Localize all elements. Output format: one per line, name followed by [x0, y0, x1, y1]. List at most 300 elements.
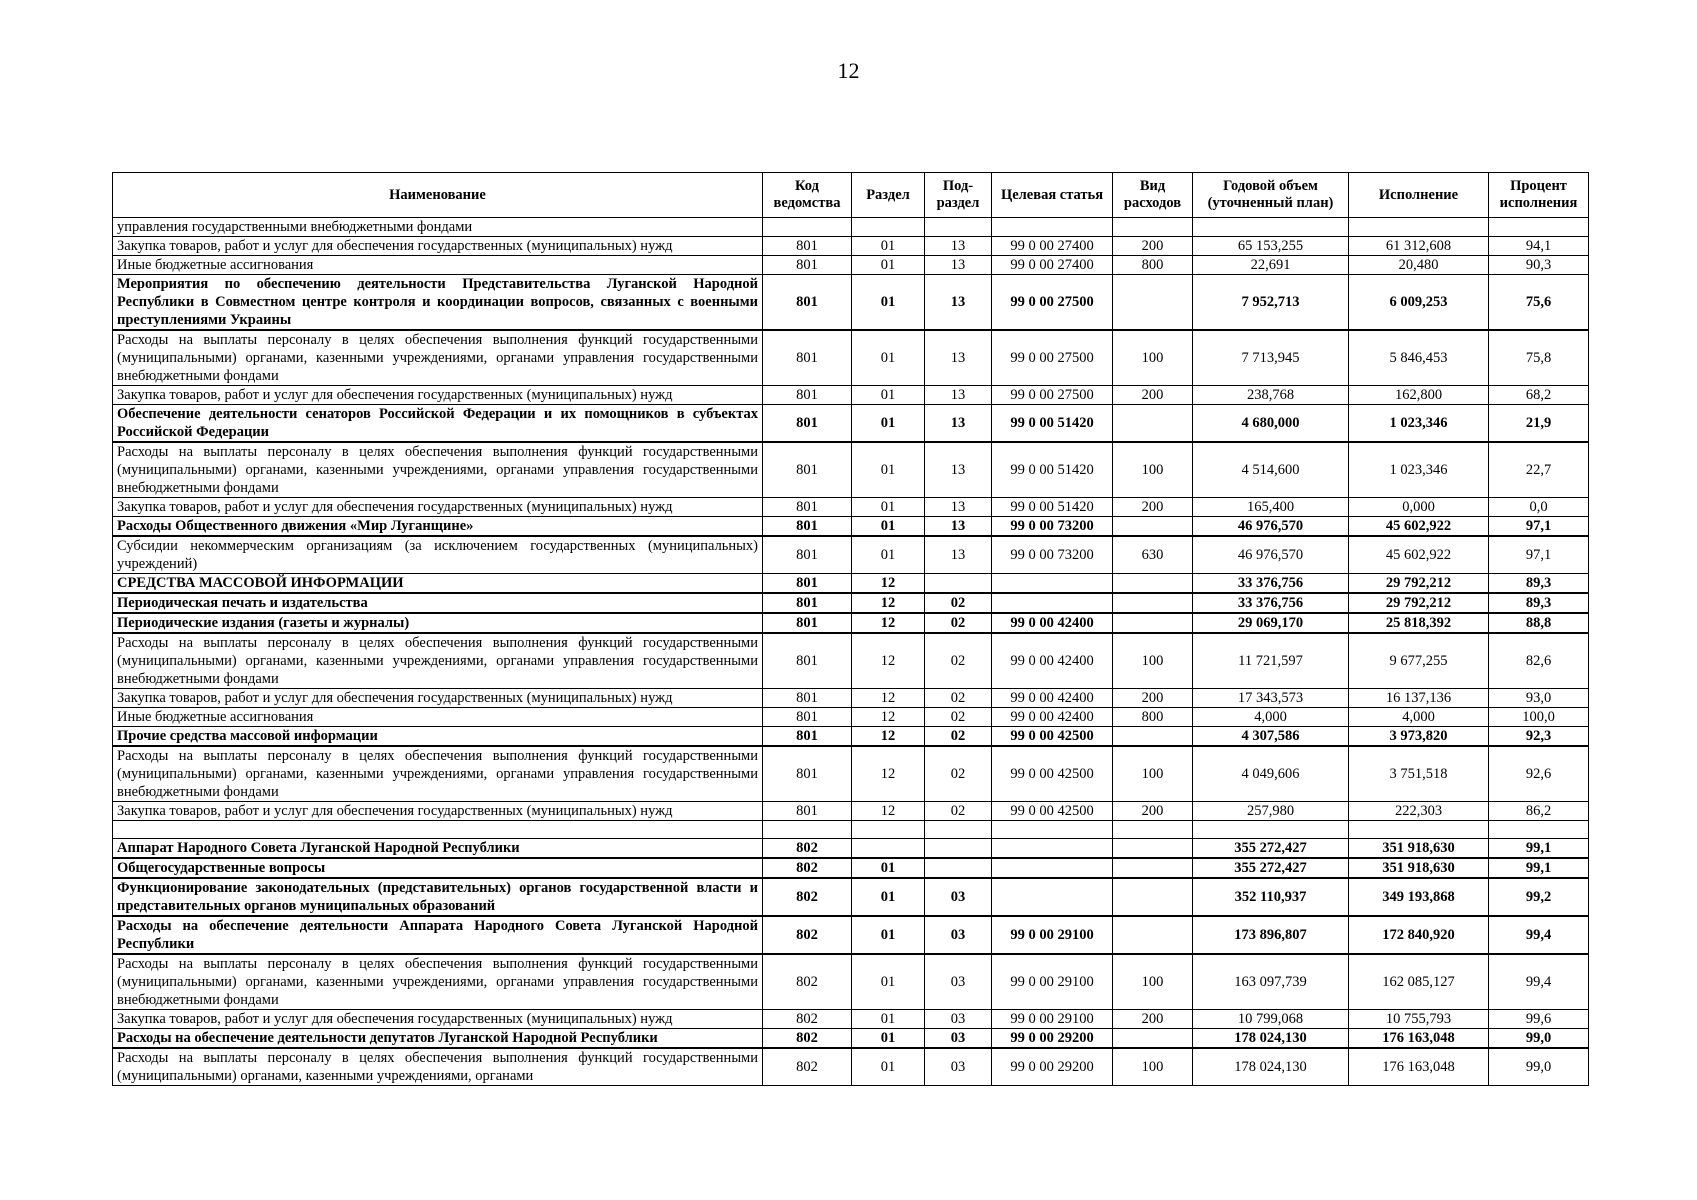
- row-article: 99 0 00 27400: [992, 237, 1113, 256]
- header-exec: Исполнение: [1349, 173, 1489, 218]
- row-section: [852, 218, 925, 237]
- row-article: 99 0 00 73200: [992, 536, 1113, 574]
- table-row: [113, 498, 1589, 517]
- row-code: 801: [763, 405, 852, 443]
- row-type: [1113, 613, 1193, 633]
- row-article: [992, 858, 1113, 878]
- table-row: [113, 839, 1589, 859]
- row-exec: 45 602,922: [1349, 536, 1489, 574]
- row-exec: 9 677,255: [1349, 633, 1489, 689]
- row-article: 99 0 00 29100: [992, 954, 1113, 1010]
- row-code: 801: [763, 275, 852, 331]
- row-name: Расходы Общественного движения «Мир Луганщине»: [113, 517, 763, 537]
- row-subsection: 13: [925, 330, 992, 386]
- row-subsection: 13: [925, 237, 992, 256]
- row-name: управления государственными внебюджетными фондами: [113, 218, 763, 237]
- row-name: Закупка товаров, работ и услуг для обеспечения государственных (муниципальных) нужд: [113, 498, 763, 517]
- row-subsection: 03: [925, 1010, 992, 1029]
- row-pct: 99,0: [1489, 1048, 1589, 1086]
- row-code: 801: [763, 442, 852, 498]
- row-section: 01: [852, 1048, 925, 1086]
- header-type: Вид расходов: [1113, 173, 1193, 218]
- row-plan: 4 514,600: [1193, 442, 1349, 498]
- row-subsection: 13: [925, 442, 992, 498]
- header-plan: Годовой объем (уточненный план): [1193, 173, 1349, 218]
- row-article: [992, 218, 1113, 237]
- row-type: 200: [1113, 1010, 1193, 1029]
- row-code: 801: [763, 689, 852, 708]
- row-section: 12: [852, 593, 925, 613]
- row-article: [992, 821, 1113, 839]
- row-type: 800: [1113, 708, 1193, 727]
- row-type: [1113, 218, 1193, 237]
- table-row: [113, 954, 1589, 1010]
- table-row: [113, 821, 1589, 839]
- row-type: 100: [1113, 746, 1193, 802]
- row-plan: 10 799,068: [1193, 1010, 1349, 1029]
- row-name: Общегосударственные вопросы: [113, 858, 763, 878]
- row-name: Расходы на выплаты персоналу в целях обеспечения выполнения функций государственными (муниципальными) органами, казенными учреждениями, органами: [113, 1048, 763, 1086]
- row-plan: 4,000: [1193, 708, 1349, 727]
- row-section: 01: [852, 498, 925, 517]
- row-name: Прочие средства массовой информации: [113, 727, 763, 747]
- row-name: Расходы на выплаты персоналу в целях обеспечения выполнения функций государственными (муниципальными) органами, казенными учреждениями, органами управления государственными внебюджетными фондами: [113, 954, 763, 1010]
- row-exec: 45 602,922: [1349, 517, 1489, 537]
- row-article: 99 0 00 29200: [992, 1029, 1113, 1049]
- row-section: 12: [852, 746, 925, 802]
- row-exec: 3 973,820: [1349, 727, 1489, 747]
- row-subsection: 03: [925, 1048, 992, 1086]
- row-pct: 89,3: [1489, 574, 1589, 594]
- row-code: 802: [763, 1010, 852, 1029]
- row-section: 12: [852, 613, 925, 633]
- table-row: [113, 858, 1589, 878]
- row-section: 01: [852, 954, 925, 1010]
- row-name: Закупка товаров, работ и услуг для обеспечения государственных (муниципальных) нужд: [113, 237, 763, 256]
- row-article: 99 0 00 73200: [992, 517, 1113, 537]
- row-subsection: 13: [925, 256, 992, 275]
- row-type: [1113, 821, 1193, 839]
- row-type: [1113, 405, 1193, 443]
- row-type: 100: [1113, 442, 1193, 498]
- row-exec: 4,000: [1349, 708, 1489, 727]
- row-exec: 176 163,048: [1349, 1048, 1489, 1086]
- row-article: 99 0 00 27500: [992, 330, 1113, 386]
- row-code: [763, 821, 852, 839]
- row-plan: 11 721,597: [1193, 633, 1349, 689]
- row-type: [1113, 517, 1193, 537]
- row-type: [1113, 839, 1193, 859]
- row-section: 01: [852, 536, 925, 574]
- row-code: 802: [763, 1029, 852, 1049]
- table-row: [113, 916, 1589, 954]
- row-section: 01: [852, 256, 925, 275]
- row-subsection: 13: [925, 275, 992, 331]
- row-plan: 46 976,570: [1193, 536, 1349, 574]
- row-pct: 75,8: [1489, 330, 1589, 386]
- header-subsection: Под-раздел: [925, 173, 992, 218]
- row-code: 802: [763, 1048, 852, 1086]
- row-code: 801: [763, 256, 852, 275]
- row-name: Расходы на выплаты персоналу в целях обеспечения выполнения функций государственными (муниципальными) органами, казенными учреждениями, органами управления государственными внебюджетными фондами: [113, 330, 763, 386]
- row-name: Закупка товаров, работ и услуг для обеспечения государственных (муниципальных) нужд: [113, 1010, 763, 1029]
- row-code: 802: [763, 839, 852, 859]
- row-article: 99 0 00 42500: [992, 802, 1113, 821]
- row-code: 801: [763, 517, 852, 537]
- row-subsection: 13: [925, 386, 992, 405]
- row-name: [113, 821, 763, 839]
- row-type: 100: [1113, 330, 1193, 386]
- row-type: [1113, 574, 1193, 594]
- row-code: 802: [763, 916, 852, 954]
- row-subsection: [925, 821, 992, 839]
- row-plan: 17 343,573: [1193, 689, 1349, 708]
- row-exec: 61 312,608: [1349, 237, 1489, 256]
- row-section: 01: [852, 275, 925, 331]
- row-article: 99 0 00 29100: [992, 916, 1113, 954]
- row-code: 802: [763, 878, 852, 916]
- row-type: 100: [1113, 954, 1193, 1010]
- row-subsection: 13: [925, 536, 992, 574]
- row-article: [992, 574, 1113, 594]
- row-exec: 162 085,127: [1349, 954, 1489, 1010]
- table-header-row: [113, 173, 1589, 218]
- row-exec: 222,303: [1349, 802, 1489, 821]
- row-type: [1113, 858, 1193, 878]
- row-plan: 33 376,756: [1193, 574, 1349, 594]
- row-section: 01: [852, 405, 925, 443]
- row-section: 12: [852, 633, 925, 689]
- row-subsection: 03: [925, 878, 992, 916]
- row-pct: 21,9: [1489, 405, 1589, 443]
- row-pct: 90,3: [1489, 256, 1589, 275]
- row-pct: 82,6: [1489, 633, 1589, 689]
- row-section: 12: [852, 727, 925, 747]
- row-code: 802: [763, 858, 852, 878]
- table-row: [113, 574, 1589, 594]
- row-section: 01: [852, 237, 925, 256]
- row-plan: 257,980: [1193, 802, 1349, 821]
- row-type: [1113, 593, 1193, 613]
- row-plan: 4 049,606: [1193, 746, 1349, 802]
- row-pct: 75,6: [1489, 275, 1589, 331]
- header-name: Наименование: [113, 173, 763, 218]
- row-section: [852, 839, 925, 859]
- row-type: 200: [1113, 386, 1193, 405]
- row-article: [992, 839, 1113, 859]
- row-article: 99 0 00 51420: [992, 442, 1113, 498]
- row-type: 100: [1113, 633, 1193, 689]
- row-pct: 99,1: [1489, 839, 1589, 859]
- row-article: 99 0 00 42400: [992, 708, 1113, 727]
- row-plan: 22,691: [1193, 256, 1349, 275]
- row-subsection: 02: [925, 613, 992, 633]
- row-exec: 16 137,136: [1349, 689, 1489, 708]
- row-article: 99 0 00 29100: [992, 1010, 1113, 1029]
- table-row: [113, 878, 1589, 916]
- row-exec: 5 846,453: [1349, 330, 1489, 386]
- row-code: 801: [763, 386, 852, 405]
- row-name: Расходы на обеспечение деятельности Аппарата Народного Совета Луганской Народной Республики: [113, 916, 763, 954]
- row-exec: 351 918,630: [1349, 858, 1489, 878]
- table-row: [113, 593, 1589, 613]
- row-name: Расходы на выплаты персоналу в целях обеспечения выполнения функций государственными (муниципальными) органами, казенными учреждениями, органами управления государственными внебюджетными фондами: [113, 442, 763, 498]
- table-row: [113, 256, 1589, 275]
- row-article: 99 0 00 27500: [992, 275, 1113, 331]
- row-section: 12: [852, 574, 925, 594]
- row-subsection: 02: [925, 708, 992, 727]
- row-plan: 178 024,130: [1193, 1029, 1349, 1049]
- row-subsection: 02: [925, 727, 992, 747]
- row-pct: 88,8: [1489, 613, 1589, 633]
- row-subsection: [925, 839, 992, 859]
- row-article: 99 0 00 42500: [992, 727, 1113, 747]
- row-exec: 349 193,868: [1349, 878, 1489, 916]
- row-subsection: 03: [925, 1029, 992, 1049]
- row-code: 801: [763, 498, 852, 517]
- row-subsection: [925, 858, 992, 878]
- table-row: [113, 237, 1589, 256]
- table-row: [113, 442, 1589, 498]
- row-code: [763, 218, 852, 237]
- row-exec: 176 163,048: [1349, 1029, 1489, 1049]
- row-exec: 1 023,346: [1349, 405, 1489, 443]
- row-pct: [1489, 218, 1589, 237]
- row-name: Субсидии некоммерческим организациям (за исключением государственных (муниципальных) учреждений): [113, 536, 763, 574]
- row-code: 801: [763, 574, 852, 594]
- row-section: 01: [852, 1010, 925, 1029]
- row-pct: 92,6: [1489, 746, 1589, 802]
- row-plan: 65 153,255: [1193, 237, 1349, 256]
- row-plan: 163 097,739: [1193, 954, 1349, 1010]
- row-pct: 89,3: [1489, 593, 1589, 613]
- table-row: [113, 536, 1589, 574]
- row-subsection: 13: [925, 498, 992, 517]
- table-row: [113, 386, 1589, 405]
- row-article: 99 0 00 42400: [992, 689, 1113, 708]
- row-exec: [1349, 821, 1489, 839]
- row-name: Обеспечение деятельности сенаторов Российской Федерации и их помощников в субъектах Российской Федерации: [113, 405, 763, 443]
- table-row: [113, 1029, 1589, 1049]
- row-plan: 7 713,945: [1193, 330, 1349, 386]
- row-name: Иные бюджетные ассигнования: [113, 256, 763, 275]
- row-type: [1113, 275, 1193, 331]
- row-pct: 99,1: [1489, 858, 1589, 878]
- row-section: 12: [852, 802, 925, 821]
- row-exec: 0,000: [1349, 498, 1489, 517]
- row-exec: 172 840,920: [1349, 916, 1489, 954]
- row-type: 100: [1113, 1048, 1193, 1086]
- table-row: [113, 218, 1589, 237]
- row-code: 801: [763, 633, 852, 689]
- row-code: 801: [763, 708, 852, 727]
- row-exec: 6 009,253: [1349, 275, 1489, 331]
- row-subsection: [925, 218, 992, 237]
- row-type: [1113, 1029, 1193, 1049]
- row-code: 801: [763, 727, 852, 747]
- row-subsection: 03: [925, 954, 992, 1010]
- row-exec: 29 792,212: [1349, 593, 1489, 613]
- table-row: [113, 689, 1589, 708]
- row-exec: 1 023,346: [1349, 442, 1489, 498]
- row-exec: 162,800: [1349, 386, 1489, 405]
- row-article: [992, 878, 1113, 916]
- row-name: Мероприятия по обеспечению деятельности Представительства Луганской Народной Республики в Совместном центре контроля и координации вопросов, связанных с военными преступлениями Украины: [113, 275, 763, 331]
- row-section: 01: [852, 1029, 925, 1049]
- row-pct: 68,2: [1489, 386, 1589, 405]
- row-type: 200: [1113, 802, 1193, 821]
- row-type: 200: [1113, 237, 1193, 256]
- row-code: 802: [763, 954, 852, 1010]
- row-article: [992, 593, 1113, 613]
- row-subsection: 02: [925, 593, 992, 613]
- row-type: 200: [1113, 498, 1193, 517]
- row-plan: [1193, 218, 1349, 237]
- row-plan: 165,400: [1193, 498, 1349, 517]
- row-name: Аппарат Народного Совета Луганской Народной Республики: [113, 839, 763, 859]
- row-name: Периодические издания (газеты и журналы): [113, 613, 763, 633]
- row-exec: 10 755,793: [1349, 1010, 1489, 1029]
- row-subsection: 02: [925, 633, 992, 689]
- table-row: [113, 727, 1589, 747]
- row-name: Закупка товаров, работ и услуг для обеспечения государственных (муниципальных) нужд: [113, 689, 763, 708]
- row-type: 200: [1113, 689, 1193, 708]
- row-section: [852, 821, 925, 839]
- header-pct: Процент исполнения: [1489, 173, 1589, 218]
- row-subsection: [925, 574, 992, 594]
- row-exec: 20,480: [1349, 256, 1489, 275]
- row-type: [1113, 878, 1193, 916]
- row-pct: 0,0: [1489, 498, 1589, 517]
- row-name: Закупка товаров, работ и услуг для обеспечения государственных (муниципальных) нужд: [113, 802, 763, 821]
- row-code: 801: [763, 593, 852, 613]
- row-subsection: 13: [925, 405, 992, 443]
- row-pct: [1489, 821, 1589, 839]
- row-plan: 4 680,000: [1193, 405, 1349, 443]
- page-number: 12: [837, 58, 860, 83]
- row-section: 01: [852, 330, 925, 386]
- row-exec: 25 818,392: [1349, 613, 1489, 633]
- table-row: [113, 746, 1589, 802]
- table-row: [113, 802, 1589, 821]
- row-pct: 94,1: [1489, 237, 1589, 256]
- row-exec: 29 792,212: [1349, 574, 1489, 594]
- row-pct: 99,4: [1489, 954, 1589, 1010]
- header-article: Целевая статья: [992, 173, 1113, 218]
- table-row: [113, 330, 1589, 386]
- row-subsection: 13: [925, 517, 992, 537]
- row-section: 01: [852, 386, 925, 405]
- row-pct: 92,3: [1489, 727, 1589, 747]
- row-name: Закупка товаров, работ и услуг для обеспечения государственных (муниципальных) нужд: [113, 386, 763, 405]
- row-type: 800: [1113, 256, 1193, 275]
- row-name: Периодическая печать и издательства: [113, 593, 763, 613]
- row-exec: 351 918,630: [1349, 839, 1489, 859]
- table-row: [113, 517, 1589, 537]
- table-row: [113, 1048, 1589, 1086]
- row-subsection: 02: [925, 746, 992, 802]
- row-section: 01: [852, 878, 925, 916]
- row-pct: 99,0: [1489, 1029, 1589, 1049]
- row-pct: 99,6: [1489, 1010, 1589, 1029]
- row-name: Функционирование законодательных (представительных) органов государственной власти и представительных органов муниципальных образований: [113, 878, 763, 916]
- row-plan: 46 976,570: [1193, 517, 1349, 537]
- row-name: Расходы на выплаты персоналу в целях обеспечения выполнения функций государственными (муниципальными) органами, казенными учреждениями, органами управления государственными внебюджетными фондами: [113, 633, 763, 689]
- row-exec: [1349, 218, 1489, 237]
- row-code: 801: [763, 613, 852, 633]
- row-plan: 355 272,427: [1193, 839, 1349, 859]
- row-plan: 352 110,937: [1193, 878, 1349, 916]
- row-pct: 100,0: [1489, 708, 1589, 727]
- table-row: [113, 405, 1589, 443]
- table-row: [113, 613, 1589, 633]
- row-code: 801: [763, 536, 852, 574]
- row-plan: 29 069,170: [1193, 613, 1349, 633]
- row-section: 01: [852, 858, 925, 878]
- row-article: 99 0 00 42400: [992, 633, 1113, 689]
- row-article: 99 0 00 42500: [992, 746, 1113, 802]
- row-plan: 4 307,586: [1193, 727, 1349, 747]
- table-body: [113, 218, 1589, 1086]
- row-name: Расходы на выплаты персоналу в целях обеспечения выполнения функций государственными (муниципальными) органами, казенными учреждениями, органами управления государственными внебюджетными фондами: [113, 746, 763, 802]
- row-plan: 7 952,713: [1193, 275, 1349, 331]
- row-type: [1113, 727, 1193, 747]
- row-subsection: 03: [925, 916, 992, 954]
- row-subsection: 02: [925, 802, 992, 821]
- row-plan: 173 896,807: [1193, 916, 1349, 954]
- row-type: 630: [1113, 536, 1193, 574]
- row-article: 99 0 00 27500: [992, 386, 1113, 405]
- row-section: 12: [852, 689, 925, 708]
- row-plan: [1193, 821, 1349, 839]
- row-pct: 99,2: [1489, 878, 1589, 916]
- header-section: Раздел: [852, 173, 925, 218]
- row-subsection: 02: [925, 689, 992, 708]
- row-name: Иные бюджетные ассигнования: [113, 708, 763, 727]
- table-row: [113, 275, 1589, 331]
- budget-execution-table: [112, 172, 1589, 1086]
- row-article: 99 0 00 27400: [992, 256, 1113, 275]
- row-exec: 3 751,518: [1349, 746, 1489, 802]
- row-pct: 22,7: [1489, 442, 1589, 498]
- row-article: 99 0 00 29200: [992, 1048, 1113, 1086]
- row-plan: 178 024,130: [1193, 1048, 1349, 1086]
- row-pct: 99,4: [1489, 916, 1589, 954]
- table-row: [113, 1010, 1589, 1029]
- row-article: 99 0 00 42400: [992, 613, 1113, 633]
- table-row: [113, 708, 1589, 727]
- row-pct: 86,2: [1489, 802, 1589, 821]
- row-section: 01: [852, 517, 925, 537]
- row-article: 99 0 00 51420: [992, 405, 1113, 443]
- header-code: Код ведомства: [763, 173, 852, 218]
- row-code: 801: [763, 802, 852, 821]
- row-article: 99 0 00 51420: [992, 498, 1113, 517]
- row-type: [1113, 916, 1193, 954]
- row-pct: 97,1: [1489, 536, 1589, 574]
- row-name: Расходы на обеспечение деятельности депутатов Луганской Народной Республики: [113, 1029, 763, 1049]
- row-code: 801: [763, 746, 852, 802]
- row-plan: 238,768: [1193, 386, 1349, 405]
- row-code: 801: [763, 330, 852, 386]
- table-row: [113, 633, 1589, 689]
- row-pct: 93,0: [1489, 689, 1589, 708]
- row-section: 12: [852, 708, 925, 727]
- row-section: 01: [852, 442, 925, 498]
- row-code: 801: [763, 237, 852, 256]
- row-plan: 33 376,756: [1193, 593, 1349, 613]
- row-name: СРЕДСТВА МАССОВОЙ ИНФОРМАЦИИ: [113, 574, 763, 594]
